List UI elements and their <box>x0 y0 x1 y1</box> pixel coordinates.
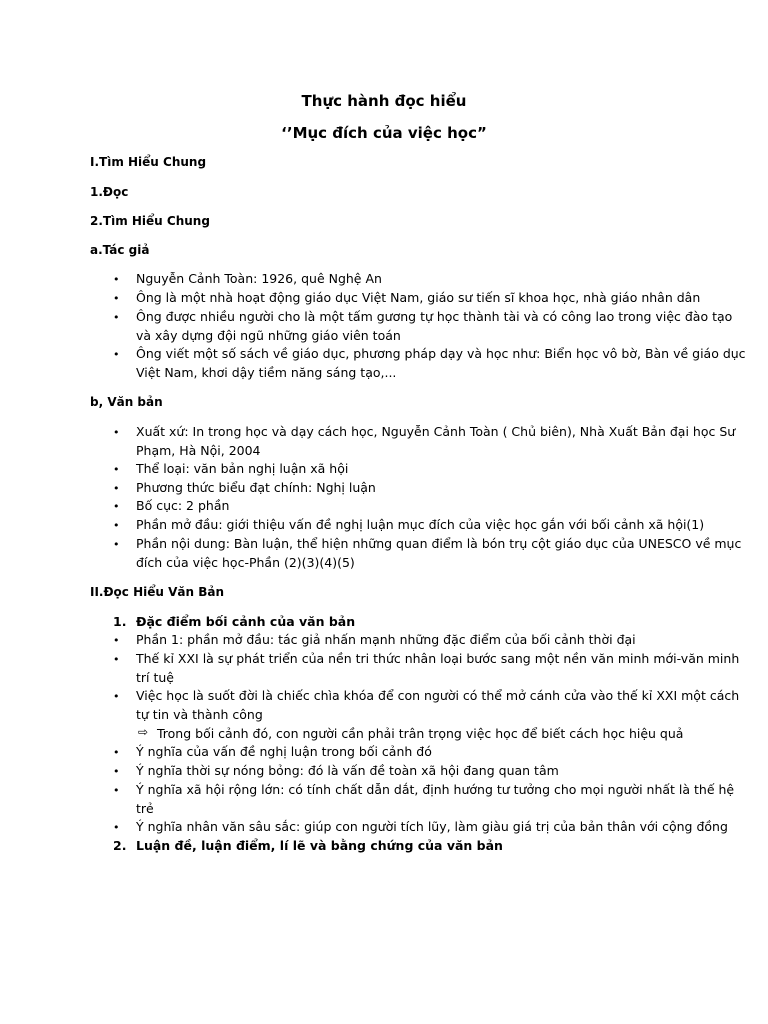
bullet-marker: • <box>113 653 120 666</box>
list-item: Ý nghĩa nhân văn sâu sắc: giúp con người tích lũy, làm giàu giá trị của bản thân với cộng đồng <box>136 819 728 834</box>
bullet-marker: • <box>113 634 120 647</box>
numbered-marker: 2. <box>113 838 127 853</box>
list-item: Ý nghĩa của vấn đề nghị luận trong bối cảnh đó <box>136 744 432 759</box>
list-item: Ông được nhiều người cho là một tấm gương tự học thành tài và có công lao trong việc đào tạo <box>136 309 733 324</box>
section-heading-1: I.Tìm Hiểu Chung <box>90 155 207 169</box>
bullet-marker: • <box>113 463 120 476</box>
list-item: Phần nội dung: Bàn luận, thể hiện những quan điểm là bón trụ cột giáo dục của UNESCO về mục <box>136 536 742 551</box>
list-item: Ông là một nhà hoạt động giáo dục Việt Nam, giáo sư tiến sĩ khoa học, nhà giáo nhân dân <box>136 290 701 305</box>
bullet-marker: • <box>113 538 120 551</box>
numbered-marker: 1. <box>113 614 127 629</box>
list-item: Phương thức biểu đạt chính: Nghị luận <box>136 480 376 495</box>
document-subtitle: ‘’Mục đích của việc học” <box>281 124 487 142</box>
bullet-marker: • <box>113 784 120 797</box>
list-item: Ông viết một số sách về giáo dục, phương pháp dạy và học như: Biển học vô bờ, Bàn về giáo dục <box>136 346 746 361</box>
bullet-marker: • <box>113 292 120 305</box>
bullet-marker: • <box>113 273 120 286</box>
numbered-heading: Luận đề, luận điểm, lí lẽ và bằng chứng của văn bản <box>136 838 503 853</box>
list-item-continuation: trí tuệ <box>136 670 175 685</box>
bullet-marker: • <box>113 765 120 778</box>
list-item: Phần mở đầu: giới thiệu vấn đề nghị luận mục đích của việc học gắn với bối cảnh xã hội(1) <box>136 517 705 532</box>
bullet-marker: • <box>113 482 120 495</box>
bullet-marker: • <box>113 311 120 324</box>
bullet-marker: • <box>113 821 120 834</box>
list-item: Ý nghĩa xã hội rộng lớn: có tính chất dẫn dắt, định hướng tư tưởng cho mọi người nhất là thế hệ <box>136 782 735 797</box>
list-item: Thế kỉ XXI là sự phát triển của nền tri thức nhân loại bước sang một nền văn minh mới-văn minh <box>136 651 740 666</box>
list-item: Phần 1: phần mở đầu: tác giả nhấn mạnh những đặc điểm của bối cảnh thời đại <box>136 632 636 647</box>
section-heading-a: a.Tác giả <box>90 243 150 257</box>
numbered-heading: Đặc điểm bối cảnh của văn bản <box>136 614 356 629</box>
document-title: Thực hành đọc hiểu <box>301 92 467 110</box>
list-item-continuation: và xây dựng đội ngũ những giáo viên toán <box>136 328 401 343</box>
list-item-continuation: Phạm, Hà Nội, 2004 <box>136 443 261 458</box>
list-item: Nguyễn Cảnh Toàn: 1926, quê Nghệ An <box>136 271 382 286</box>
list-item-continuation: Việt Nam, khơi dậy tiềm năng sáng tạo,... <box>136 365 397 380</box>
list-item-continuation: tự tin và thành công <box>136 707 263 722</box>
sub-list-item: Trong bối cảnh đó, con người cần phải trân trọng việc học để biết cách học hiệu quả <box>157 726 684 741</box>
list-item-continuation: đích của việc học-Phần (2)(3)(4)(5) <box>136 555 355 570</box>
bullet-marker: • <box>113 519 120 532</box>
section-heading-b: b, Văn bản <box>90 395 163 409</box>
section-heading-1-1: 1.Đọc <box>90 185 129 199</box>
list-item: Xuất xứ: In trong học và dạy cách học, Nguyễn Cảnh Toàn ( Chủ biên), Nhà Xuất Bản đại học Sư <box>136 424 736 439</box>
bullet-marker: • <box>113 690 120 703</box>
bullet-marker: • <box>113 746 120 759</box>
list-item: Ý nghĩa thời sự nóng bỏng: đó là vấn đề toàn xã hội đang quan tâm <box>136 763 559 778</box>
section-heading-2: II.Đọc Hiểu Văn Bản <box>90 585 224 599</box>
bullet-marker: • <box>113 500 120 513</box>
list-item-continuation: trẻ <box>136 801 154 816</box>
list-item: Thể loại: văn bản nghị luận xã hội <box>136 461 349 476</box>
bullet-marker: • <box>113 348 120 361</box>
arrow-icon: ⇨ <box>138 725 149 739</box>
section-heading-1-2: 2.Tìm Hiểu Chung <box>90 214 210 228</box>
bullet-marker: • <box>113 426 120 439</box>
list-item: Bố cục: 2 phần <box>136 498 230 513</box>
list-item: Việc học là suốt đời là chiếc chìa khóa để con người có thể mở cánh cửa vào thế kỉ XXI một cách <box>136 688 740 703</box>
